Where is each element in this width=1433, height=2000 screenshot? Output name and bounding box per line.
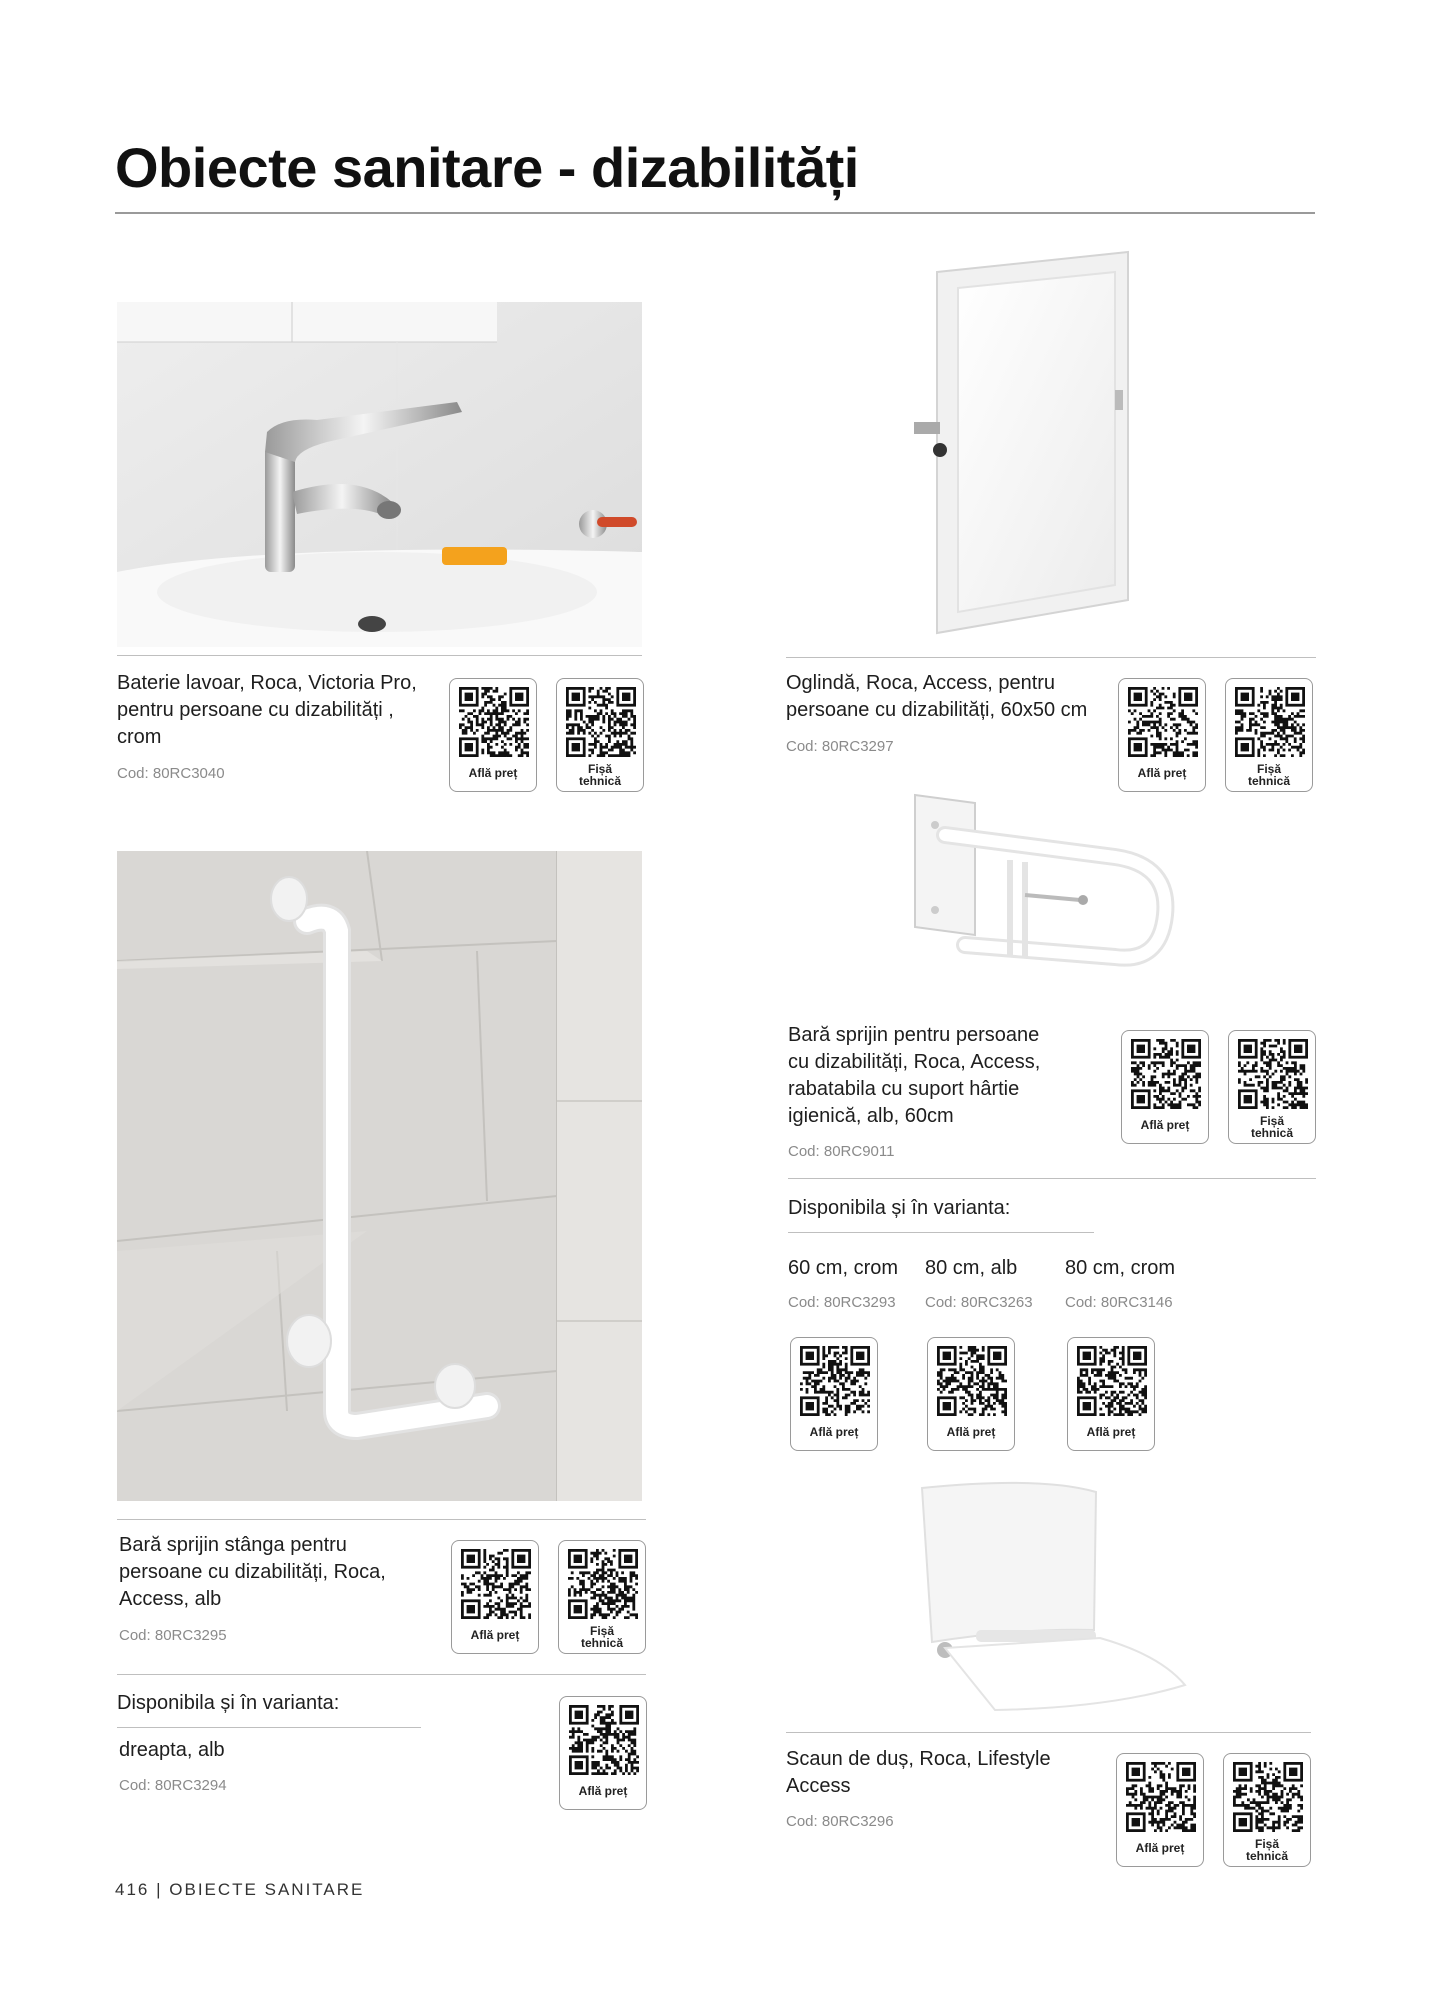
product-name-shower-seat: Scaun de duș, Roca, Lifestyle Access (786, 1748, 1051, 1797)
qr-code-icon (569, 1705, 639, 1775)
product-code: Cod: 80RC9011 (788, 1143, 895, 1160)
l-grab-bar-photo (117, 851, 642, 1501)
variant-name: 80 cm, crom (1065, 1257, 1176, 1279)
qr-code-icon (1077, 1346, 1147, 1416)
product-code: Cod: 80RC3040 (117, 765, 225, 782)
product-code: Cod: 80RC3296 (786, 1813, 894, 1830)
page-footer (115, 1880, 364, 1900)
qr-code-icon (568, 1549, 638, 1619)
qr-code-icon (459, 687, 529, 757)
qr-code-icon (1128, 687, 1198, 757)
page-title: Obiecte sanitare - dizabilități (115, 136, 859, 199)
price-qr-button[interactable] (1116, 1753, 1204, 1867)
price-label: Află preț (809, 1425, 859, 1439)
variant-code: Cod: 80RC3146 (1065, 1294, 1173, 1311)
variant-name: 80 cm, alb (925, 1257, 1018, 1279)
page-number: 416 (115, 1880, 150, 1899)
l-grab-bar-icon (117, 851, 642, 1501)
mirror-photo (900, 250, 1150, 640)
product-name-faucet: Baterie lavoar, Roca, Victoria Pro, pentru persoane cu dizabilități , crom (117, 672, 417, 748)
datasheet-qr-button[interactable] (1223, 1753, 1311, 1867)
divider (786, 1732, 1311, 1733)
datasheet-qr-button[interactable] (556, 678, 644, 792)
datasheet-qr-button[interactable] (1225, 678, 1313, 792)
price-label: Află preț (470, 1628, 520, 1642)
price-label: Află preț (1137, 766, 1187, 780)
datasheet-label: Fișă tehnică (1245, 1837, 1288, 1863)
footer-section: OBIECTE SANITARE (169, 1880, 365, 1899)
variant-name: 60 cm, crom (788, 1257, 899, 1279)
mirror-icon (900, 250, 1150, 640)
product-name-folding-grab-bar: Bară sprijin pentru persoane cu dizabilități, Roca, Access, rabatabila cu suport hârtie igienică, alb, 60cm (788, 1024, 1041, 1127)
price-label: Află preț (1086, 1425, 1136, 1439)
shower-seat-icon (910, 1480, 1200, 1730)
variant-code: Cod: 80RC3294 (119, 1777, 227, 1794)
price-qr-button[interactable] (927, 1337, 1015, 1451)
product-name-mirror: Oglindă, Roca, Access, pentru persoane cu dizabilități, 60x50 cm (786, 672, 1088, 721)
divider (117, 655, 642, 656)
datasheet-label: Fișă tehnică (1247, 762, 1290, 788)
variant-name: dreapta, alb (119, 1739, 225, 1761)
divider (788, 1232, 1094, 1233)
divider (786, 657, 1316, 658)
faucet-photo (117, 302, 642, 647)
qr-code-icon (1233, 1762, 1303, 1832)
variants-heading: Disponibila și în varianta: (117, 1692, 340, 1714)
footer-separator: | (156, 1880, 163, 1899)
price-label: Află preț (1140, 1118, 1190, 1132)
variant-code: Cod: 80RC3263 (925, 1294, 1033, 1311)
price-qr-button[interactable] (1121, 1030, 1209, 1144)
price-qr-button[interactable] (449, 678, 537, 792)
product-code: Cod: 80RC3295 (119, 1627, 227, 1644)
folding-grab-bar-icon (905, 785, 1195, 995)
variant-code: Cod: 80RC3293 (788, 1294, 896, 1311)
price-qr-button[interactable] (451, 1540, 539, 1654)
qr-code-icon (800, 1346, 870, 1416)
product-name-l-grab-bar: Bară sprijin stânga pentru persoane cu dizabilități, Roca, Access, alb (119, 1534, 386, 1610)
divider (117, 1674, 646, 1675)
title-divider (115, 212, 1315, 214)
qr-code-icon (1238, 1039, 1308, 1109)
qr-code-icon (1235, 687, 1305, 757)
faucet-icon (117, 302, 642, 647)
datasheet-label: Fișă tehnică (580, 1624, 623, 1650)
divider (117, 1519, 646, 1520)
price-label: Află preț (468, 766, 518, 780)
qr-code-icon (461, 1549, 531, 1619)
shower-seat-photo (910, 1480, 1200, 1730)
price-label: Află preț (578, 1784, 628, 1798)
qr-code-icon (566, 687, 636, 757)
datasheet-label: Fișă tehnică (1250, 1114, 1293, 1140)
product-code: Cod: 80RC3297 (786, 738, 894, 755)
datasheet-qr-button[interactable] (1228, 1030, 1316, 1144)
folding-grab-bar-photo (905, 785, 1195, 995)
price-qr-button[interactable] (790, 1337, 878, 1451)
datasheet-label: Fișă tehnică (578, 762, 621, 788)
datasheet-qr-button[interactable] (558, 1540, 646, 1654)
qr-code-icon (1126, 1762, 1196, 1832)
qr-code-icon (1131, 1039, 1201, 1109)
price-qr-button[interactable] (1118, 678, 1206, 792)
divider (117, 1727, 421, 1728)
qr-code-icon (937, 1346, 1007, 1416)
price-label: Află preț (946, 1425, 996, 1439)
price-label: Află preț (1135, 1841, 1185, 1855)
divider (788, 1178, 1316, 1179)
variants-heading: Disponibila și în varianta: (788, 1197, 1011, 1219)
price-qr-button[interactable] (1067, 1337, 1155, 1451)
price-qr-button[interactable] (559, 1696, 647, 1810)
